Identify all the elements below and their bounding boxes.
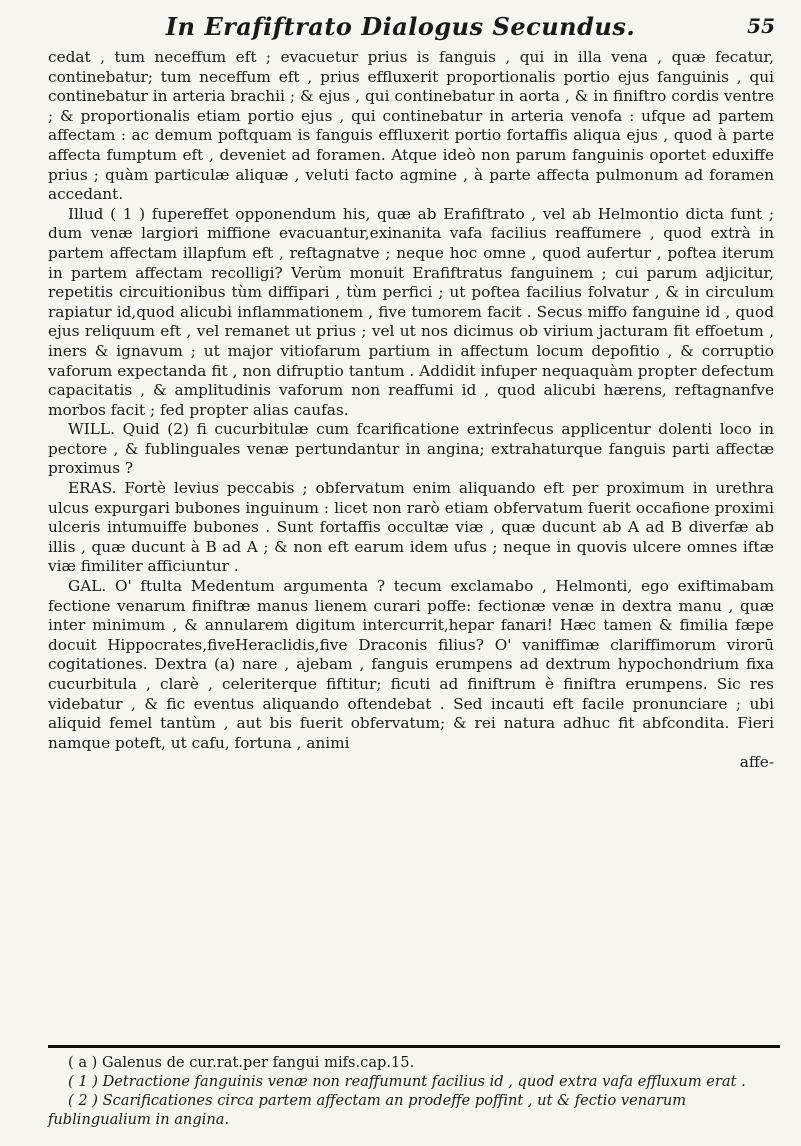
footnote: ( 2 ) Scarificationes circa partem affectam an prodeffe poffint , ut & fectio venarum fublingualium in angina. xyxy=(48,1092,687,1128)
paragraph: Illud ( 1 ) fupereffet opponendum his, quæ ab Erafiftrato , vel ab Helmontio dicta funt ; dum venæ largiori miffione evacuantur,exinanita vafa facilius reaffumere , quod extrà in partem affectam illapfum eft , reftagnatve ; neque hoc omne , quod aufertur , poftea iterum in partem affectam recolligi? Verùm monuit Erafiftratus fanguinem ; cui parum adjicitur, repetitis circuitionibus tùm diffipari , tùm perfici ; ut poftea facilius folvatur , & in circulum rapiatur id,quod alicubi inflammationem , five tumorem facit . Secus miffo fanguine id , quod ejus reliquum eft , vel remanet ut prius ; vel ut nos dicimus ob virium jacturam fit effoetum , iners & ignavum ; ut major vitiofarum partium in affectum locum depofitio , & corruptio vaforum expectanda fit , non difruptio tantum . Addidit infuper nequaquàm propter defectum capacitatis , & amplitudinis vaforum non reaffumi id , quod alicubi hærens, reftagnanfve morbos facit ; fed propter alias caufas. xyxy=(48,204,774,419)
footnotes xyxy=(48,1053,774,1129)
footnote: ( 1 ) Detractione fanguinis venæ non reaffumunt facilius id , quod extra vafa effluxum erat . xyxy=(68,1073,746,1090)
running-title: In Erafiftrato Dialogus Secundus. xyxy=(165,12,636,41)
paragraph: cedat , tum neceffum eft ; evacuetur prius is fanguis , qui in illa vena , quæ fecatur, continebatur; tum neceffum eft , prius effluxerit proportionalis portio ejus fanguinis , qui continebatur in arteria brachii ; & ejus , qui continebatur in aorta , & in finiftro cordis ventre ; & proportionalis etiam portio ejus , qui continebatur in arteria venofa : ufque ad partem affectam : ac demum poftquam is fanguis effluxerit portio fortaffis aliqua ejus , quod à parte affecta fumptum eft , deveniet ad foramen. Atque ideò non parum fanguinis oportet eduxiffe prius ; quàm particulæ aliquæ , veluti facto agmine , à parte affecta pulmonum ad foramen accedant. xyxy=(48,48,774,204)
main-text xyxy=(48,48,774,773)
paragraph: ERAS. Fortè levius peccabis ; obfervatum enim aliquando eft per proximum in urethra ulcus expurgari bubones inguinum : licet non rarò etiam obfervatum fuerit occafione proximi ulceris intumuiffe bubones . Sunt fortaffis occultæ viæ , quæ ducunt ab A ad B diverfæ ab illis , quæ ducunt à B ad A ; & non eft earum idem ufus ; neque in quovis ulcere omnes iftæ viæ fimiliter afficiuntur . xyxy=(48,479,774,576)
page-header xyxy=(0,12,801,42)
paragraph: WILL. Quid (2) fi cucurbitulæ cum fcarificatione extrinfecus applicentur dolenti loco in pectore , & fublinguales venæ pertundantur in angina; extrahaturque fanguis parti affectæ proximus ? xyxy=(48,420,774,478)
paragraph: GAL. O' ftulta Medentum argumenta ? tecum exclamabo , Helmonti, ego exiftimabam fectione venarum finiftræ manus lienem curari poffe: fectionæ venæ in dextra manu , quæ inter minimum , & annularem digitum intercurrit,hepar fanari! Hæc tamen & fimilia fæpe docuit Hippocrates,fiveHeraclidis,five Draconis filius? O' vaniffimæ clariffimorum virorū cogitationes. Dextra (a) nare , ajebam , fanguis erumpens ad dextrum hypochondrium fixa cucurbitula , clarè , celeriterque fiftitur; ficuti ad finiftrum è finiftra erumpens. Sic res videbatur , & fic eventus aliquando oftendebat . Sed incauti eft facile pronunciare ; ubi aliquid femel tantùm , aut bis fuerit obfervatum; & rei natura adhuc fit abfcondita. Fieri namque poteft, ut cafu, fortuna , animi xyxy=(48,577,774,752)
footnote: ( a ) Galenus de cur.rat.per fangui mifs.cap.15. xyxy=(68,1054,415,1071)
footnote-divider xyxy=(48,1045,780,1048)
catchword: affe- xyxy=(739,753,774,772)
page-number: 55 xyxy=(747,14,775,38)
